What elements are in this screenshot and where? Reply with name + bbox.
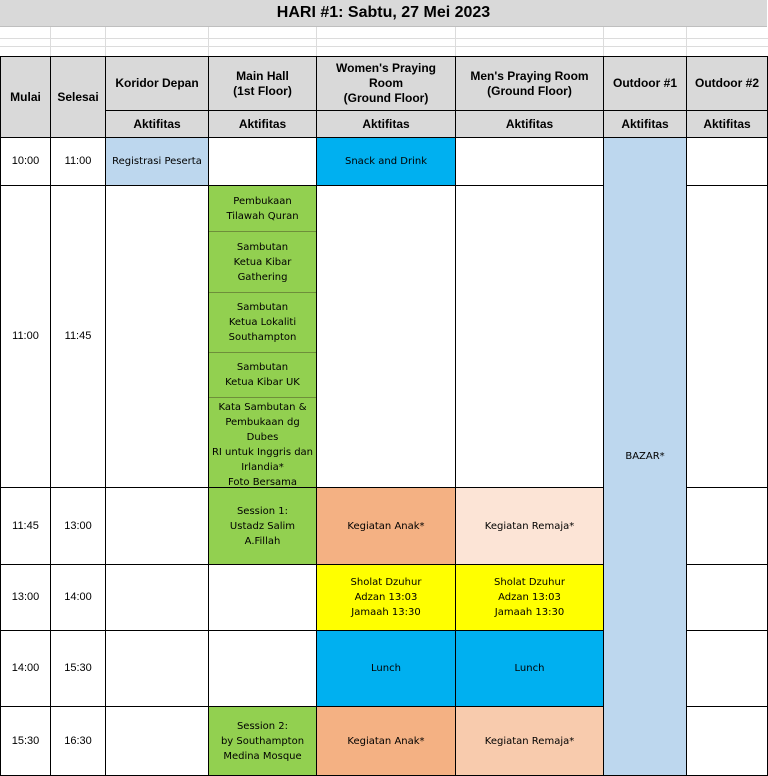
cell-empty (687, 565, 768, 631)
subheader-aktifitas: Aktifitas (106, 111, 209, 138)
header-mens-line: (Ground Floor) (487, 83, 572, 98)
subheader-aktifitas: Aktifitas (687, 111, 768, 138)
cell-selesai: 11:00 (51, 138, 106, 186)
cell-empty (106, 631, 209, 707)
cell-sholat-dzuhur-mens (456, 565, 604, 631)
header-womens-line: (Ground Floor) (343, 91, 429, 105)
cell-registrasi-peserta: Registrasi Peserta (106, 138, 209, 186)
gridline (603, 27, 604, 56)
opening-line: Sambutan (236, 302, 289, 313)
cell-sholat-dzuhur-womens (317, 565, 456, 631)
header-koridor-depan: Koridor Depan (106, 56, 209, 111)
cell-session-1 (209, 488, 317, 565)
page-title: HARI #1: Sabtu, 27 Mei 2023 (0, 0, 767, 27)
opening-line: Ketua Kibar UK (225, 377, 300, 388)
gridline (455, 27, 456, 56)
opening-line: Ketua Lokaliti (228, 317, 297, 328)
cell-empty (687, 707, 768, 776)
subheader-aktifitas: Aktifitas (317, 111, 456, 138)
cell-selesai: 11:45 (51, 186, 106, 488)
header-outdoor-2: Outdoor #2 (687, 56, 768, 111)
header-selesai: Selesai (51, 56, 106, 138)
gridline (105, 27, 106, 56)
opening-line: Sambutan (236, 362, 289, 373)
opening-line: Irlandia* (241, 462, 284, 473)
opening-line: Ketua Kibar Gathering (233, 256, 292, 283)
sholat-line: Sholat Dzuhur (494, 577, 565, 588)
opening-item-sambutan-kibar-gathering (209, 232, 316, 293)
cell-empty (106, 707, 209, 776)
sholat-line: Jamaah 13:30 (351, 607, 421, 618)
cell-empty (687, 186, 768, 488)
gridline (208, 27, 209, 56)
cell-mulai: 14:00 (0, 631, 51, 707)
subheader-aktifitas: Aktifitas (209, 111, 317, 138)
session-2-line: by Southampton (220, 735, 305, 747)
gridline (50, 27, 51, 56)
sholat-line: Sholat Dzuhur (350, 577, 422, 588)
header-outdoor-1: Outdoor #1 (604, 56, 687, 111)
opening-line: Southampton (228, 332, 297, 343)
gridline (686, 27, 687, 56)
header-womens-room (317, 56, 456, 111)
subheader-aktifitas: Aktifitas (456, 111, 604, 138)
cell-kegiatan-remaja: Kegiatan Remaja* (456, 707, 604, 776)
cell-snack-and-drink: Snack and Drink (317, 138, 456, 186)
opening-line: RI untuk Inggris dan (211, 447, 314, 458)
header-main-hall-line: (1st Floor) (233, 83, 292, 98)
cell-selesai: 16:30 (51, 707, 106, 776)
cell-kegiatan-anak: Kegiatan Anak* (317, 488, 456, 565)
session-1-line: Ustadz Salim A.Fillah (229, 520, 296, 547)
cell-empty (106, 186, 209, 488)
cell-empty (106, 565, 209, 631)
opening-item-sambutan-lokaliti (209, 293, 316, 353)
opening-item-kata-sambutan-dubes (209, 398, 316, 487)
opening-line: Sambutan (236, 241, 289, 253)
gridline (0, 38, 768, 39)
opening-line: Tilawah Quran (226, 210, 299, 222)
cell-empty (209, 631, 317, 707)
sholat-line: Jamaah 13:30 (494, 607, 565, 618)
gridline (0, 46, 768, 47)
main-hall-opening-block (209, 186, 317, 488)
subheader-aktifitas: Aktifitas (604, 111, 687, 138)
sholat-line: Adzan 13:03 (498, 592, 561, 603)
cell-selesai: 14:00 (51, 565, 106, 631)
opening-line: Foto Bersama (227, 477, 298, 488)
cell-mulai: 15:30 (0, 707, 51, 776)
cell-selesai: 13:00 (51, 488, 106, 565)
cell-empty (456, 186, 604, 488)
session-2-line: Session 2: (236, 720, 289, 732)
cell-selesai: 15:30 (51, 631, 106, 707)
header-main-hall (209, 56, 317, 111)
cell-empty (106, 488, 209, 565)
opening-item-pembukaan (209, 186, 316, 232)
cell-empty (687, 138, 768, 186)
opening-item-sambutan-kibar-uk (209, 353, 316, 398)
cell-mulai: 11:00 (0, 186, 51, 488)
header-main-hall-line: Main Hall (236, 68, 289, 83)
cell-empty (687, 631, 768, 707)
cell-bazar: BAZAR* (604, 138, 687, 776)
header-womens-line: Women's Praying Room (336, 61, 436, 90)
session-2-line: Medina Mosque (223, 750, 302, 762)
header-mens-line: Men's Praying Room (470, 68, 589, 83)
cell-mulai: 11:45 (0, 488, 51, 565)
cell-mulai: 10:00 (0, 138, 51, 186)
header-mens-room (456, 56, 604, 111)
cell-empty (209, 138, 317, 186)
cell-kegiatan-anak: Kegiatan Anak* (317, 707, 456, 776)
cell-empty (317, 186, 456, 488)
cell-mulai: 13:00 (0, 565, 51, 631)
header-mulai: Mulai (0, 56, 51, 138)
cell-empty (687, 488, 768, 565)
opening-line: Pembukaan (233, 195, 292, 207)
cell-lunch-womens: Lunch (317, 631, 456, 707)
cell-session-2 (209, 707, 317, 776)
session-1-line: Session 1: (236, 505, 289, 517)
gridline (316, 27, 317, 56)
cell-empty (209, 565, 317, 631)
cell-kegiatan-remaja: Kegiatan Remaja* (456, 488, 604, 565)
cell-lunch-mens: Lunch (456, 631, 604, 707)
opening-line: Kata Sambutan & (218, 402, 307, 413)
sholat-line: Adzan 13:03 (354, 592, 418, 603)
cell-empty (456, 138, 604, 186)
opening-line: Pembukaan dg Dubes (225, 417, 300, 443)
